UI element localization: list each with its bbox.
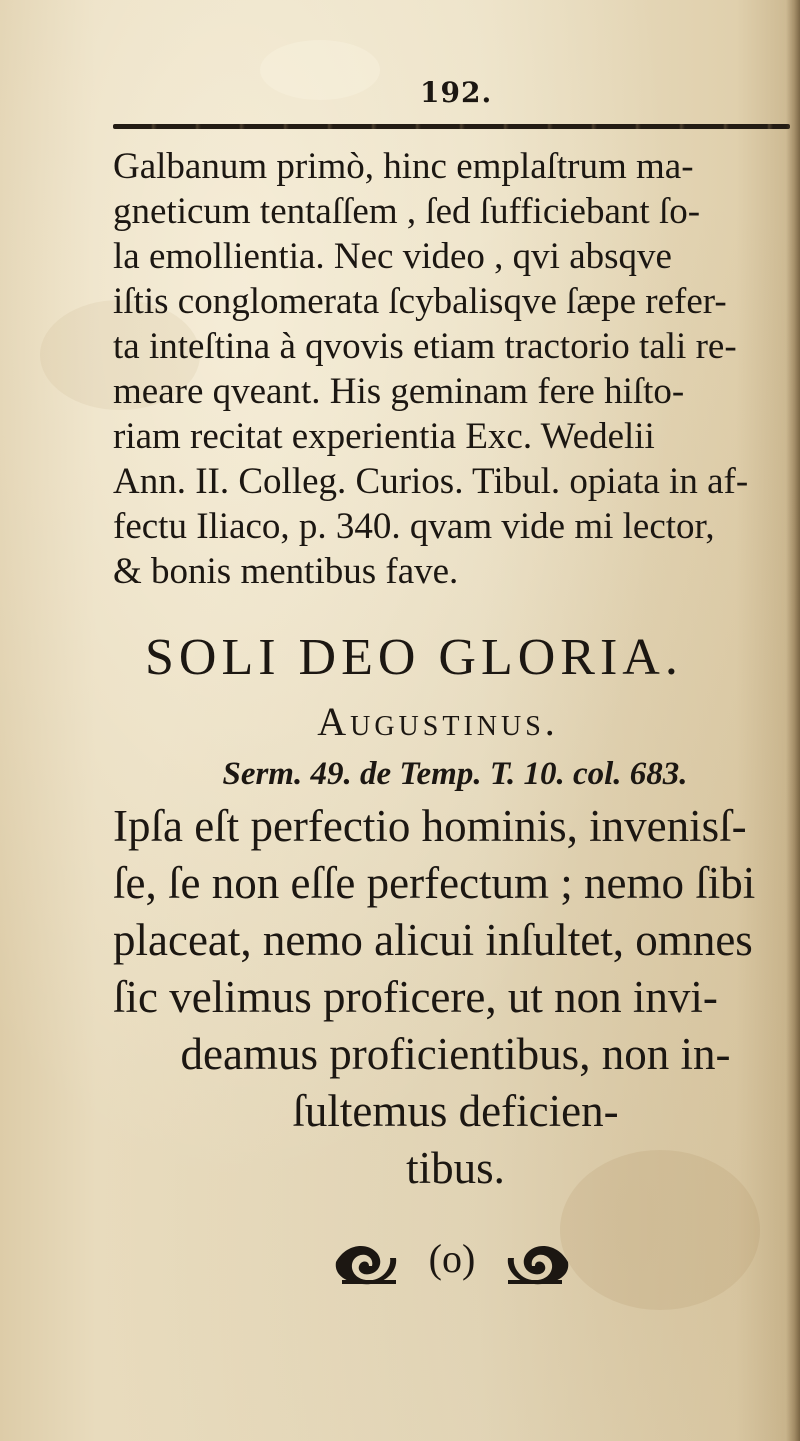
paper-stain [260, 40, 380, 100]
text-line: la emollientia. Nec video , qvi absqve [113, 236, 672, 277]
citation: Serm. 49. de Temp. T. 10. col. 683. [222, 756, 688, 792]
text-line: ſe, ſe non eſſe perfectum ; nemo ſibi [113, 858, 756, 908]
text-line: gneticum tentaſſem , ſed ſufficiebant ſo- [113, 191, 701, 232]
text-line: riam recitat experientia Exc. Wedelii [113, 416, 655, 457]
header-rule [113, 124, 790, 129]
text-line: & bonis mentibus fave. [113, 551, 459, 592]
paragraph-2 [113, 798, 800, 1197]
heading-soli-deo-gloria: SOLI DEO GLORIA. [145, 629, 683, 686]
tailpiece-ornament-icon [332, 1230, 572, 1290]
text-line: Ann. II. Colleg. Curios. Tibul. opiata in af- [113, 461, 749, 502]
text-line: tibus. [406, 1143, 505, 1193]
right-flourish-icon [508, 1246, 568, 1284]
page-edge-shadow [786, 0, 800, 1441]
author-name: Augustinus. [317, 699, 559, 744]
text-line: fectu Iliaco, p. 340. qvam vide mi lector, [113, 506, 715, 547]
paragraph-1 [113, 144, 793, 594]
text-line: ſultemus deficien- [292, 1086, 619, 1136]
ornament-center-text: (o) [428, 1236, 476, 1281]
text-line: placeat, nemo alicui inſultet, omnes [113, 915, 753, 965]
text-line: meare qveant. His geminam fere hiſto- [113, 371, 685, 412]
text-line: ta inteſtina à qvovis etiam tractorio tali re- [113, 326, 737, 367]
text-line: Ipſa eſt perfectio hominis, invenisſ- [113, 801, 747, 851]
left-flourish-icon [336, 1246, 396, 1284]
text-line: iſtis conglomerata ſcybalisqve ſæpe refer- [113, 281, 727, 322]
text-line: deamus proficientibus, non in- [180, 1029, 731, 1079]
text-line: ſic velimus proficere, ut non invi- [113, 972, 718, 1022]
page-number: 192. [420, 76, 493, 109]
text-line: Galbanum primò, hinc emplaſtrum ma- [113, 146, 694, 187]
